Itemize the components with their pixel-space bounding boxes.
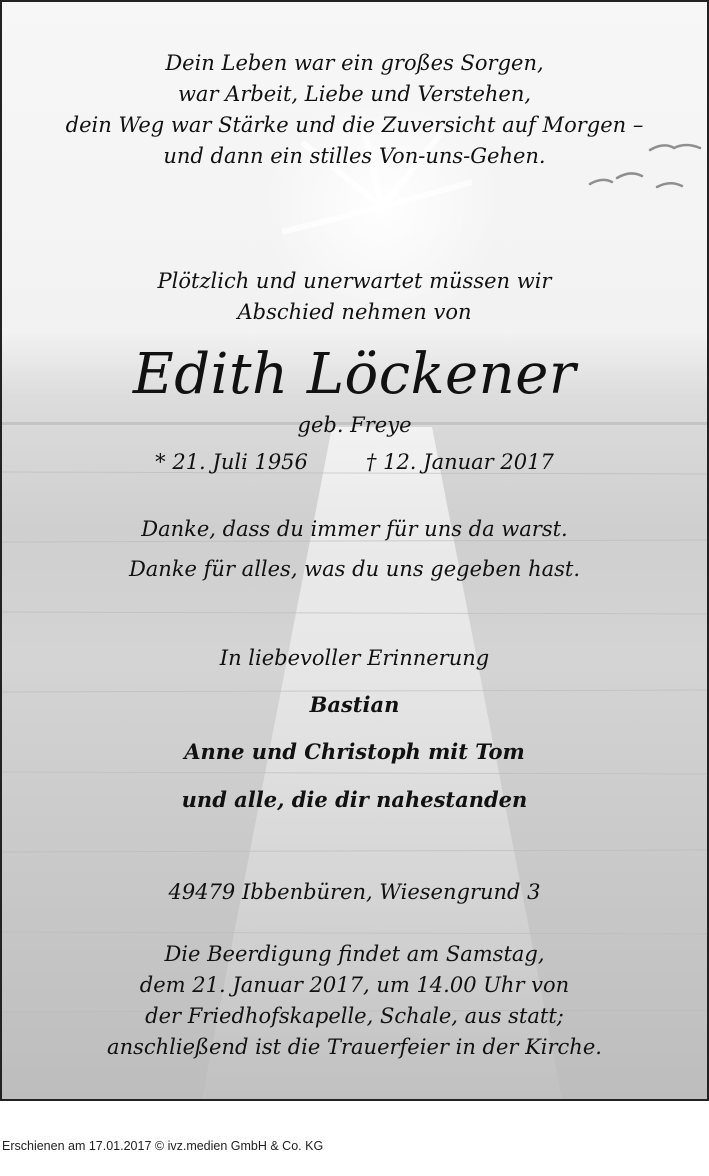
- poem: [2, 48, 707, 172]
- deceased-name: Edith Löckener: [132, 342, 577, 407]
- memory-heading: In liebevoller Erinnerung: [219, 646, 490, 670]
- thanks-text: [2, 509, 707, 589]
- funeral-line: anschließend ist die Trauerfeier in der Kirche.: [107, 1035, 602, 1059]
- death-date: † 12. Januar 2017: [365, 450, 554, 474]
- intro-line: Abschied nehmen von: [237, 300, 472, 324]
- poem-line: war Arbeit, Liebe und Verstehen,: [177, 82, 532, 106]
- maiden-name: geb. Freye: [297, 413, 412, 437]
- thanks-line: Danke für alles, was du uns gegeben hast.: [128, 557, 581, 581]
- funeral-line: Die Beerdigung findet am Samstag,: [164, 942, 545, 966]
- poem-line: dein Weg war Stärke und die Zuversicht auf Morgen –: [65, 113, 644, 137]
- thanks-line: Danke, dass du immer für uns da warst.: [141, 517, 568, 541]
- poem-line: und dann ein stilles Von-uns-Gehen.: [163, 144, 546, 168]
- publication-credit: Erschienen am 17.01.2017 © ivz.medien GmbH & Co. KG: [2, 1139, 324, 1153]
- mourner-name: Bastian: [309, 692, 400, 717]
- life-dates: [2, 447, 707, 477]
- funeral-line: dem 21. Januar 2017, um 14.00 Uhr von: [139, 973, 570, 997]
- birth-date: * 21. Juli 1956: [155, 450, 308, 474]
- mourner-name: Anne und Christoph mit Tom: [184, 739, 525, 764]
- funeral-line: der Friedhofskapelle, Schale, aus statt;: [145, 1004, 564, 1028]
- intro-text: [2, 266, 707, 328]
- funeral-info: [2, 939, 707, 1063]
- poem-line: Dein Leben war ein großes Sorgen,: [165, 51, 544, 75]
- intro-line: Plötzlich und unerwartet müssen wir: [157, 269, 552, 293]
- address: 49479 Ibbenbüren, Wiesengrund 3: [168, 880, 541, 904]
- mourner-name: und alle, die dir nahestanden: [181, 787, 528, 812]
